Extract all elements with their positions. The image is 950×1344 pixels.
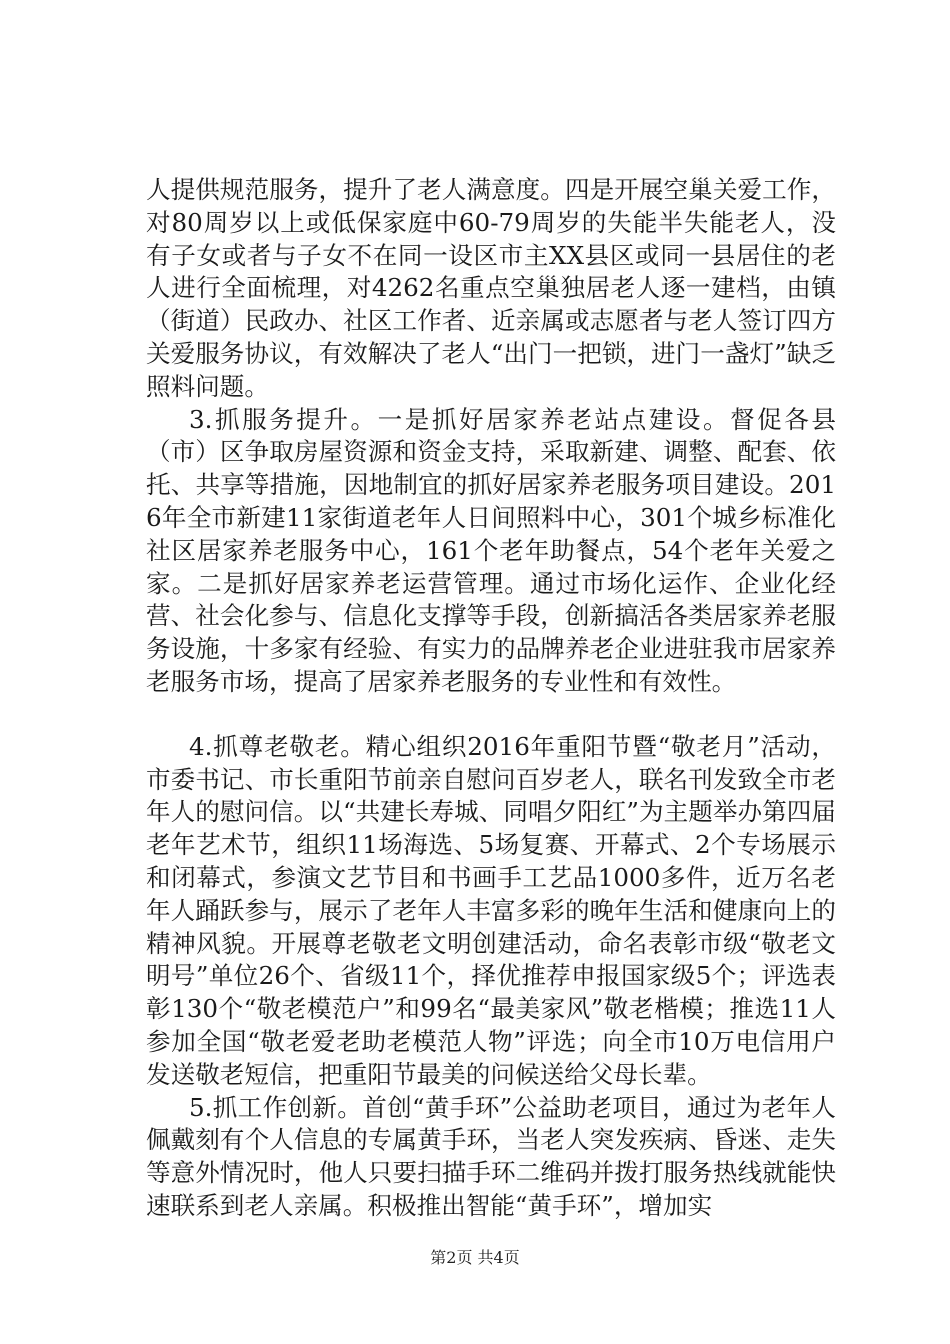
paragraph-respect-elderly: 4.抓尊老敬老。精心组织2016年重阳节暨“敬老月”活动，市委书记、市长重阳节前亲自慰问百岁老人，联名刊发致全市老年人的慰问信。以“共建长寿城、同唱夕阳红”为主题举办第四届老年艺术节，组织11场海选、5场复赛、开幕式、2个专场展示和闭幕式，参演文艺节目和书画手工艺品1000多件，近万名老年人踊跃参与，展示了老年人丰富多彩的晚年生活和健康向上的精神风貌。开展尊老敬老文明创建活动，命名表彰市级“敬老文明号”单位26个、省级11个，择优推荐申报国家级5个；评选表彰130个“敬老模范户”和99名“最美家风”敬老楷模；推选11人参加全国“敬老爱老助老模范人物”评选；向全市10万电信用户发送敬老短信，把重阳节最美的问候送给父母长辈。: [146, 731, 836, 1089]
paragraph-elderly-care: 人提供规范服务，提升了老人满意度。四是开展空巢关爱工作，对80周岁以上或低保家庭中60-79周岁的失能半失能老人，没有子女或者与子女不在同一设区市主XX县区或同一县居住的老人进行全面梳理，对4262名重点空巢独居老人逐一建档，由镇（街道）民政办、社区工作者、近亲属或志愿者与老人签订四方关爱服务协议，有效解决了老人“出门一把锁，进门一盏灯”缺乏照料问题。: [146, 175, 836, 401]
page-number-footer: 第2页 共4页: [430, 1248, 520, 1267]
paragraph-service-improvement: 3.抓服务提升。一是抓好居家养老站点建设。督促各县（市）区争取房屋资源和资金支持，采取新建、调整、配套、依托、共享等措施，因地制宜的抓好居家养老服务项目建设。2016年全市新建11家街道老年人日间照料中心，301个城乡标准化社区居家养老服务中心，161个老年助餐点，54个老年关爱之家。二是抓好居家养老运营管理。通过市场化运作、企业化经营、社会化参与、信息化支撑等手段，创新搞活各类居家养老服务设施，十多家有经验、有实力的品牌养老企业进驻我市居家养老服务市场，提高了居家养老服务的专业性和有效性。: [146, 404, 836, 696]
paragraph-work-innovation: 5.抓工作创新。首创“黄手环”公益助老项目，通过为老年人佩戴刻有个人信息的专属黄手环，当老人突发疾病、昏迷、走失等意外情况时，他人只要扫描手环二维码并拨打服务热线就能快速联系到老人亲属。积极推出智能“黄手环”，增加实: [146, 1092, 836, 1220]
paragraph-gap: [146, 699, 836, 731]
document-body: [146, 174, 836, 1223]
